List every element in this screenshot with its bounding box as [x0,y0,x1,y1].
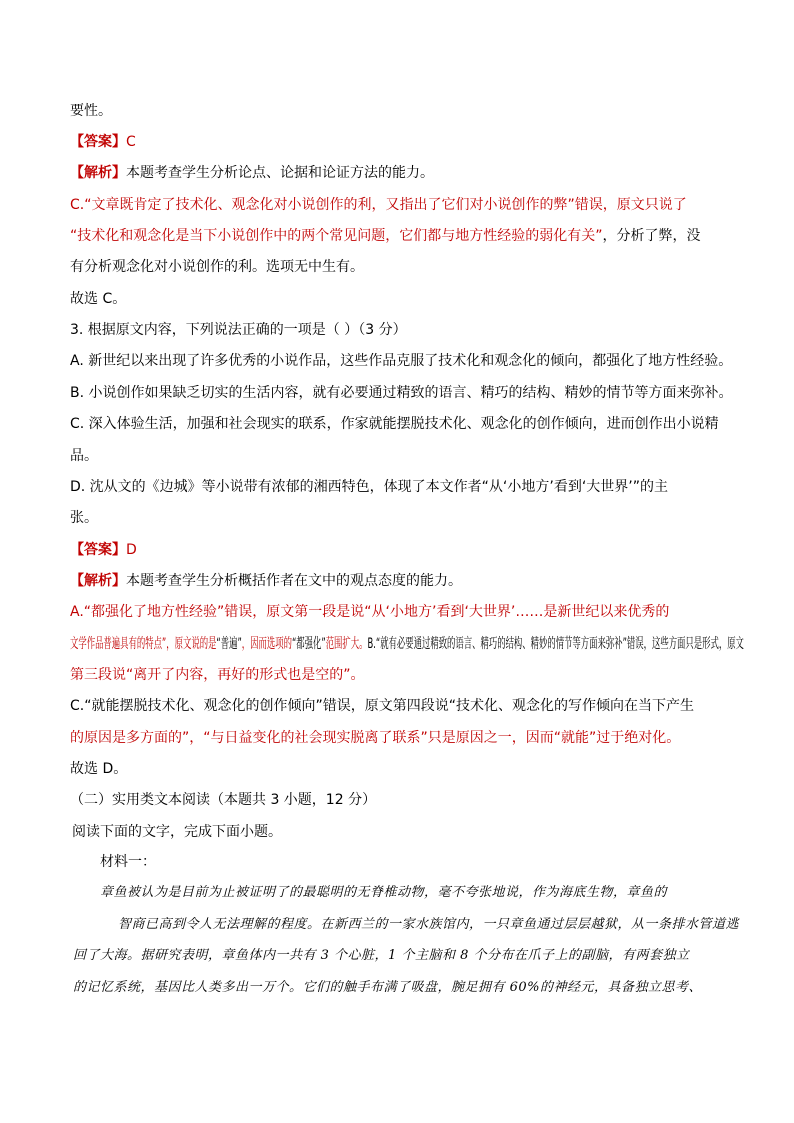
answer-line [70,132,136,152]
section-heading: 阅读下面的文字，完成下面小题。 [72,824,282,840]
answer-tag: 【答案】 [70,542,126,558]
option-a: A. 新世纪以来出现了许多优秀的小说作品，这些作品克服了技术化和观念化的倾向，都强化了地方性经验。 [70,353,733,369]
text-line: 有分析观念化对小说创作的利。选项无中生有。 [70,259,364,275]
analysis-option-line: 文学作品普遍具有的特点”，原文说的是“普遍”，因而选项的“都强化”范围扩大。B.“就有必要通过精致的语言、精巧的结构、精妙的情节等方面来弥补”错误，这些方面只是形式，原文 [70,636,744,652]
question-line: 3. 根据原文内容，下列说法正确的一项是（ ）（3 分） [70,322,407,338]
analysis-tag: 【解析】 [70,165,126,181]
analysis-option-line: 的原因是多方面的”，“与日益变化的社会现实脱离了联系”只是原因之一，因而“就能”过于绝对化。 [70,730,681,746]
analysis-option-line: 第三段说“离开了内容，再好的形式也是空的”。 [70,667,365,683]
option-c: C. 深入体验生活，加强和社会现实的联系，作家就能摆脱技术化、观念化的创作倾向，进而创作出小说精 [70,416,719,432]
option-b: B. 小说创作如果缺乏切实的生活内容，就有必要通过精致的语言、精巧的结构、精妙的情节等方面来弥补。 [70,385,733,401]
answer-line [70,540,137,560]
material-paragraph-line: 智商已高到令人无法理解的程度。在新西兰的一家水族馆内，一只章鱼通过层层越狱，从一条排水管道逃 [118,917,740,932]
analysis-option-line: “技术化和观念化是当下小说创作中的两个常见问题，它们都与地方性经验的弱化有关”，分析了弊，没 [70,228,701,244]
instruction-line: 材料一： [100,854,156,870]
text-line: 要性。 [70,103,112,119]
answer-value: C [126,134,136,150]
conclusion-line: （二）实用类文本阅读（本题共 3 小题，12 分） [70,792,377,808]
analysis-text: 本题考查学生分析概括作者在文中的观点态度的能力。 [126,573,462,589]
text-line: 故选 D。 [70,761,128,777]
analysis-line [70,571,462,591]
option-c-cont: 品。 [70,448,98,464]
analysis-option-line: C.“文章既肯定了技术化、观念化对小说创作的利，又指出了它们对小说创作的弊”错误，原文只说了 [70,197,687,213]
conclusion-line: 故选 C。 [70,291,127,307]
analysis-option-line: A.“都强化了地方性经验”错误，原文第一段是说“从‘小地方’看到‘大世界’……是新世纪以来优秀的 [70,604,670,620]
answer-value: D [126,542,137,558]
analysis-tag: 【解析】 [70,573,126,589]
material-paragraph-line: 的记忆系统，基因比人类多出一万个。它们的触手布满了吸盘，腕足拥有 60%的神经元，具备独立思考、 [73,980,703,995]
answer-tag: 【答案】 [70,134,126,150]
material-paragraph-line: 回了大海。据研究表明，章鱼体内一共有 3 个心脏，1 个主脑和 8 个分布在爪子上的副脑，有两套独立 [73,948,690,963]
material-label: 章鱼被认为是目前为止被证明了的最聪明的无脊椎动物，毫不夸张地说，作为海底生物，章鱼的 [100,885,668,900]
option-d: D. 沈从文的《边城》等小说带有浓郁的湘西特色，体现了本文作者“从‘小地方’看到‘大世界’”的主 [70,479,668,495]
analysis-line [70,163,434,183]
option-d-cont: 张。 [70,510,98,526]
text-line: C.“就能摆脱技术化、观念化的创作倾向”错误，原文第四段说“技术化、观念化的写作倾向在当下产生 [70,698,694,714]
analysis-text: 本题考查学生分析论点、论据和论证方法的能力。 [126,165,434,181]
